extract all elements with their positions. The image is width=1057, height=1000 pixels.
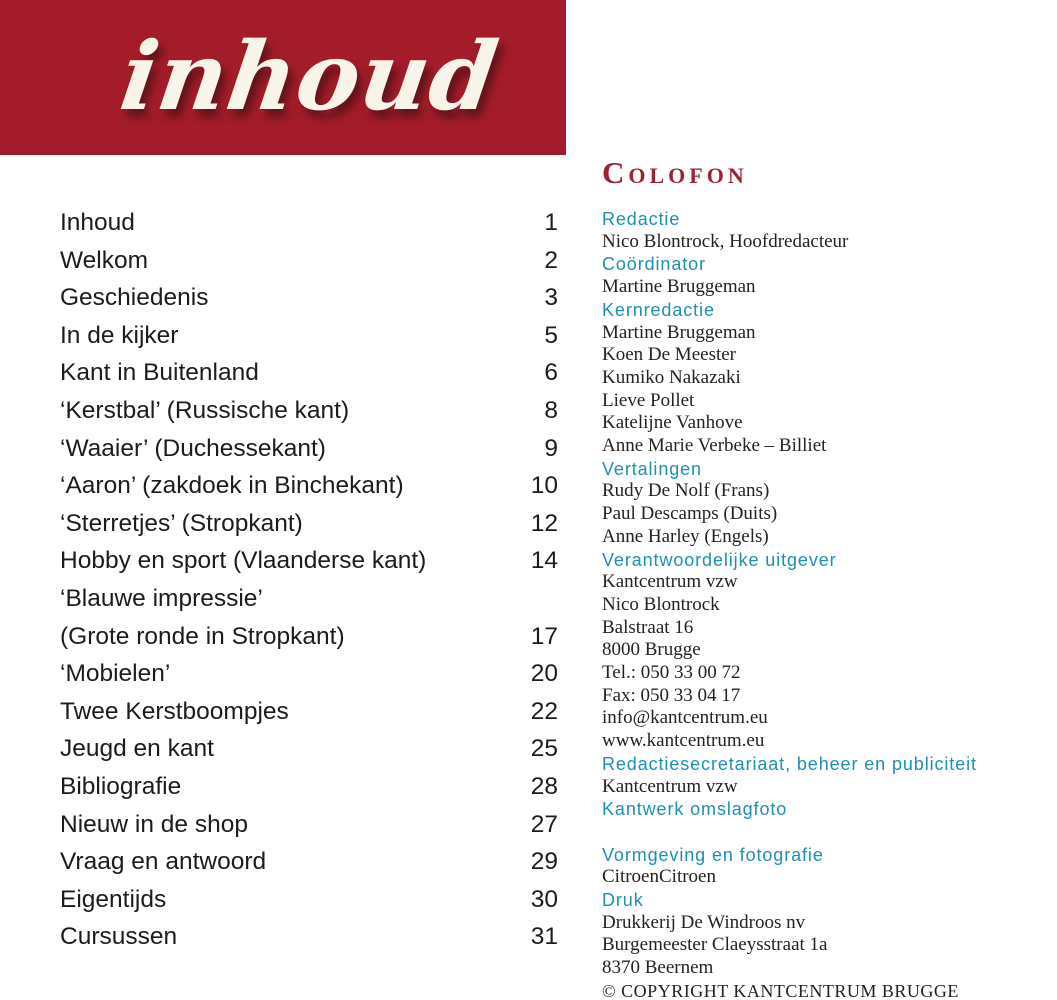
toc-item-label: (Grote ronde in Stropkant) (60, 622, 345, 650)
toc-item-label: In de kijker (60, 321, 179, 349)
toc-item (60, 354, 558, 392)
toc-item (60, 655, 558, 693)
colophon-text-line: © COPYRIGHT KANTCENTRUM BRUGGE (602, 980, 959, 1000)
toc-item (60, 806, 558, 844)
toc-item-label: Jeugd en kant (60, 735, 214, 763)
toc-item (60, 542, 558, 580)
colophon-section-heading: Coördinator (602, 254, 706, 275)
colophon-text-line: Nico Blontrock, Hoofdredacteur (602, 230, 849, 252)
toc-item (60, 279, 558, 317)
colophon-section-heading: Vormgeving en fotografie (602, 844, 824, 865)
toc-item-page: 12 (530, 509, 558, 537)
toc-item (60, 430, 558, 468)
toc-item-page: 3 (544, 284, 558, 312)
colophon-section-heading: Redactiesecretariaat, beheer en publiciteit (602, 753, 977, 774)
toc-item-label: Bibliografie (60, 772, 182, 800)
toc-item (60, 204, 558, 242)
page-title: inhoud (114, 22, 505, 132)
toc-item-label: ‘Sterretjes’ (Stropkant) (60, 509, 303, 537)
inhoud-banner (0, 0, 566, 155)
toc-item (60, 843, 558, 881)
toc-item-label: ‘Mobielen’ (60, 660, 171, 688)
colophon-text-line: Rudy De Nolf (Frans) (602, 480, 770, 502)
toc-item-page: 5 (544, 321, 558, 349)
toc-item-label: Welkom (60, 246, 149, 274)
colophon-section-heading: Kernredactie (602, 299, 715, 320)
toc-item-page: 25 (530, 735, 558, 763)
toc-item-page: 8 (544, 396, 558, 424)
colophon-text-line: Lieve Pollet (602, 389, 695, 411)
toc-item-page: 28 (530, 772, 558, 800)
toc-item-page: 1 (544, 209, 558, 236)
toc-item-page: 10 (530, 472, 558, 500)
colophon (602, 155, 1054, 1000)
colophon-text-line: info@kantcentrum.eu (602, 707, 768, 729)
toc-item-page: 14 (530, 547, 558, 575)
toc-item (60, 467, 558, 505)
colophon-text-line: Martine Bruggeman (602, 276, 756, 298)
colophon-section-heading: Druk (602, 890, 644, 911)
toc-item-page: 9 (544, 434, 558, 462)
toc-item (60, 505, 558, 543)
table-of-contents (60, 204, 558, 956)
toc-item-label: ‘Aaron’ (zakdoek in Binchekant) (60, 472, 404, 500)
toc-item-page: 29 (530, 848, 558, 876)
toc-item-label: ‘Kerstbal’ (Russische kant) (60, 396, 350, 424)
toc-item (60, 317, 558, 355)
colophon-text-line: Fax: 050 33 04 17 (602, 684, 741, 706)
colophon-text-line: Paul Descamps (Duits) (602, 503, 778, 525)
colophon-text-line: Tel.: 050 33 00 72 (602, 662, 741, 684)
toc-item-page: 6 (544, 359, 558, 387)
colophon-text-line: 8000 Brugge (602, 639, 701, 661)
colophon-section-heading: Redactie (602, 209, 681, 229)
colophon-text-line: Anne Marie Verbeke – Billiet (602, 435, 827, 457)
colophon-text-line: 8370 Beernem (602, 957, 714, 979)
toc-item (60, 392, 558, 430)
toc-item-label: Geschiedenis (60, 284, 209, 312)
toc-item (60, 580, 558, 618)
toc-item-page: 30 (530, 885, 558, 913)
toc-item-page: 20 (530, 660, 558, 688)
colophon-section-heading: Verantwoordelijke uitgever (602, 549, 837, 570)
colophon-text-line: Kantcentrum vzw (602, 571, 738, 593)
toc-item-page: 17 (530, 622, 558, 650)
colophon-text-line: Koen De Meester (602, 344, 737, 366)
colophon-text-line: Kantcentrum vzw (602, 775, 738, 797)
toc-item-label: ‘Waaier’ (Duchessekant) (60, 434, 326, 462)
toc-item-label: ‘Blauwe impressie’ (60, 584, 263, 612)
colophon-text-line: Martine Bruggeman (602, 321, 756, 343)
toc-item-label: Twee Kerstboompjes (60, 697, 289, 725)
toc-item-label: Hobby en sport (Vlaanderse kant) (60, 547, 427, 575)
colophon-text-line: Kumiko Nakazaki (602, 366, 741, 388)
colophon-text-line: www.kantcentrum.eu (602, 730, 765, 752)
colophon-section-heading: Kantwerk omslagfoto (602, 799, 788, 820)
toc-item-page: 27 (530, 810, 558, 838)
toc-item-label: Vraag en antwoord (60, 848, 267, 876)
toc-item-label: Cursussen (60, 923, 178, 951)
toc-item-page: 31 (530, 923, 558, 951)
toc-item-page: 22 (530, 697, 558, 725)
toc-item-page: 2 (544, 246, 558, 274)
colophon-section-heading: Vertalingen (602, 458, 702, 479)
colophon-lines (602, 208, 1054, 1000)
toc-item-label: Kant in Buitenland (60, 359, 259, 387)
toc-item (60, 768, 558, 806)
colophon-text-line: Anne Harley (Engels) (602, 525, 769, 547)
colophon-text-line: Drukkerij De Windroos nv (602, 911, 806, 933)
colophon-text-line: Nico Blontrock (602, 593, 720, 615)
colophon-text-line: Burgemeester Claeysstraat 1a (602, 934, 828, 956)
colophon-text-line: Balstraat 16 (602, 616, 694, 638)
toc-item (60, 881, 558, 919)
toc-item (60, 693, 558, 731)
toc-item (60, 618, 558, 656)
toc-item-label: Nieuw in de shop (60, 810, 248, 838)
toc-item-label: Eigentijds (60, 885, 167, 913)
colophon-title: Colofon (602, 155, 748, 190)
toc-item (60, 918, 558, 956)
toc-item (60, 730, 558, 768)
toc-item (60, 242, 558, 280)
colophon-text-line: CitroenCitroen (602, 866, 716, 888)
colophon-spacer (602, 821, 1054, 844)
toc-item-label: Inhoud (60, 209, 135, 236)
colophon-text-line: Katelijne Vanhove (602, 412, 743, 434)
